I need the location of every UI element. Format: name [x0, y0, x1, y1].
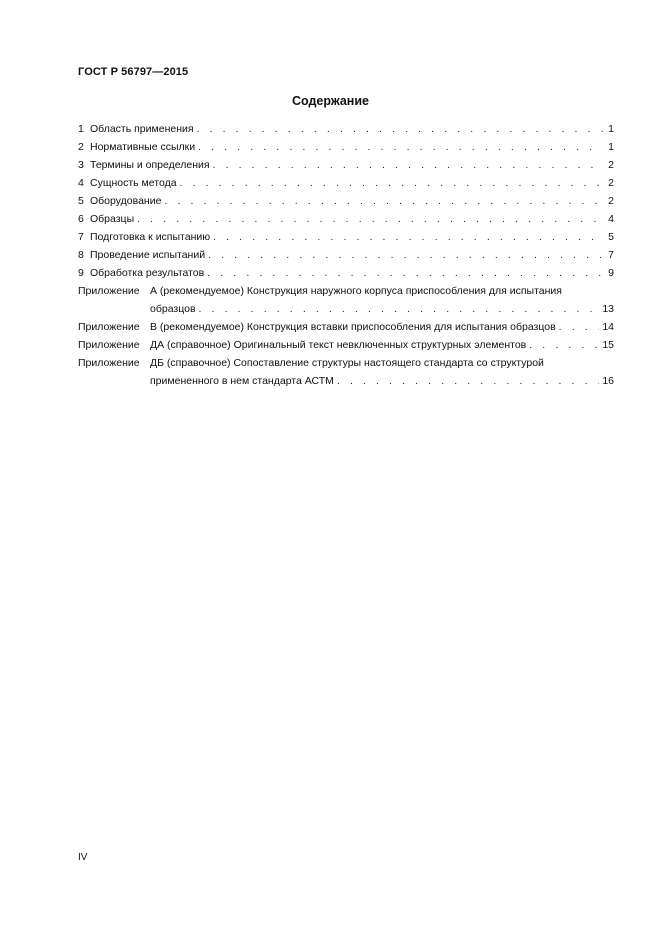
appendix-title-line1: ДБ (справочное) Сопоставление структуры настоящего стандарта со структурой [150, 357, 544, 369]
appendix-prefix: Приложение [78, 357, 140, 369]
appendix-prefix: Приложение [78, 339, 140, 351]
toc-entry-text: Образцы [90, 213, 135, 225]
toc-entry-page: 9 [608, 267, 614, 279]
appendix-title-line2: примененного в нем стандарта АСТМ [150, 375, 334, 387]
toc-entry-5[interactable] [78, 192, 614, 210]
toc-entry-6[interactable] [78, 210, 614, 228]
toc-entry-7[interactable] [78, 228, 614, 246]
leader-dots [207, 264, 603, 282]
toc-entry-8[interactable] [78, 246, 614, 264]
toc-entry-page: 2 [608, 177, 614, 189]
toc-entry-page: 15 [602, 339, 614, 351]
toc-entry-number: 2 [78, 141, 84, 153]
toc-entry-3[interactable] [78, 156, 614, 174]
toc-entry-number: 7 [78, 231, 84, 243]
toc-entry-4[interactable] [78, 174, 614, 192]
leader-dots [199, 300, 600, 318]
toc-entry-text: Нормативные ссылки [90, 141, 196, 153]
leader-dots [213, 156, 603, 174]
leader-dots [529, 336, 599, 354]
toc-entry-text: Область применения [90, 123, 194, 135]
leader-dots [197, 120, 603, 138]
toc-entry-number: 9 [78, 267, 84, 279]
leader-dots [337, 372, 599, 390]
leader-dots [164, 192, 603, 210]
table-of-contents [78, 120, 614, 390]
toc-entry-page: 16 [602, 375, 614, 387]
toc-entry-number: 3 [78, 159, 84, 171]
appendix-title-line1: А (рекомендуемое) Конструкция наружного корпуса приспособления для испытания [150, 285, 562, 297]
leader-dots [180, 174, 603, 192]
toc-entry-number: 5 [78, 195, 84, 207]
toc-entry-number: 4 [78, 177, 84, 189]
toc-appendix-da[interactable] [78, 336, 614, 354]
toc-entry-text: Термины и определения [90, 159, 210, 171]
appendix-prefix: Приложение [78, 285, 140, 297]
toc-entry-number: 6 [78, 213, 84, 225]
toc-appendix-a[interactable] [78, 282, 614, 318]
toc-entry-page: 2 [608, 195, 614, 207]
toc-entry-page: 13 [602, 303, 614, 315]
toc-entry-page: 4 [608, 213, 614, 225]
toc-appendix-db[interactable] [78, 354, 614, 390]
leader-dots [198, 138, 603, 156]
toc-entry-text: Подготовка к испытанию [90, 231, 211, 243]
toc-entry-number: 1 [78, 123, 84, 135]
toc-entry-page: 5 [608, 231, 614, 243]
leader-dots [208, 246, 603, 264]
toc-entry-page: 14 [602, 321, 614, 333]
toc-entry-text: Оборудование [90, 195, 162, 207]
document-header: ГОСТ Р 56797—2015 [78, 66, 189, 78]
appendix-title-line1: ДА (справочное) Оригинальный текст невключенных структурных элементов [150, 339, 527, 351]
toc-appendix-b[interactable] [78, 318, 614, 336]
toc-entry-text: Сущность метода [90, 177, 177, 189]
toc-entry-2[interactable] [78, 138, 614, 156]
toc-entry-page: 2 [608, 159, 614, 171]
page-title: Содержание [291, 94, 369, 108]
leader-dots [213, 228, 603, 246]
toc-entry-page: 7 [608, 249, 614, 261]
toc-entry-text: Проведение испытаний [90, 249, 206, 261]
toc-entry-1[interactable] [78, 120, 614, 138]
appendix-prefix: Приложение [78, 321, 140, 333]
toc-entry-text: Обработка результатов [90, 267, 205, 279]
appendix-title-line2: образцов [150, 303, 196, 315]
leader-dots [137, 210, 603, 228]
toc-entry-page: 1 [608, 141, 614, 153]
page-number: IV [78, 852, 88, 863]
leader-dots [559, 318, 600, 336]
appendix-title-line1: В (рекомендуемое) Конструкция вставки приспособления для испытания образцов [150, 321, 556, 333]
toc-entry-number: 8 [78, 249, 84, 261]
toc-entry-page: 1 [608, 123, 614, 135]
toc-entry-9[interactable] [78, 264, 614, 282]
